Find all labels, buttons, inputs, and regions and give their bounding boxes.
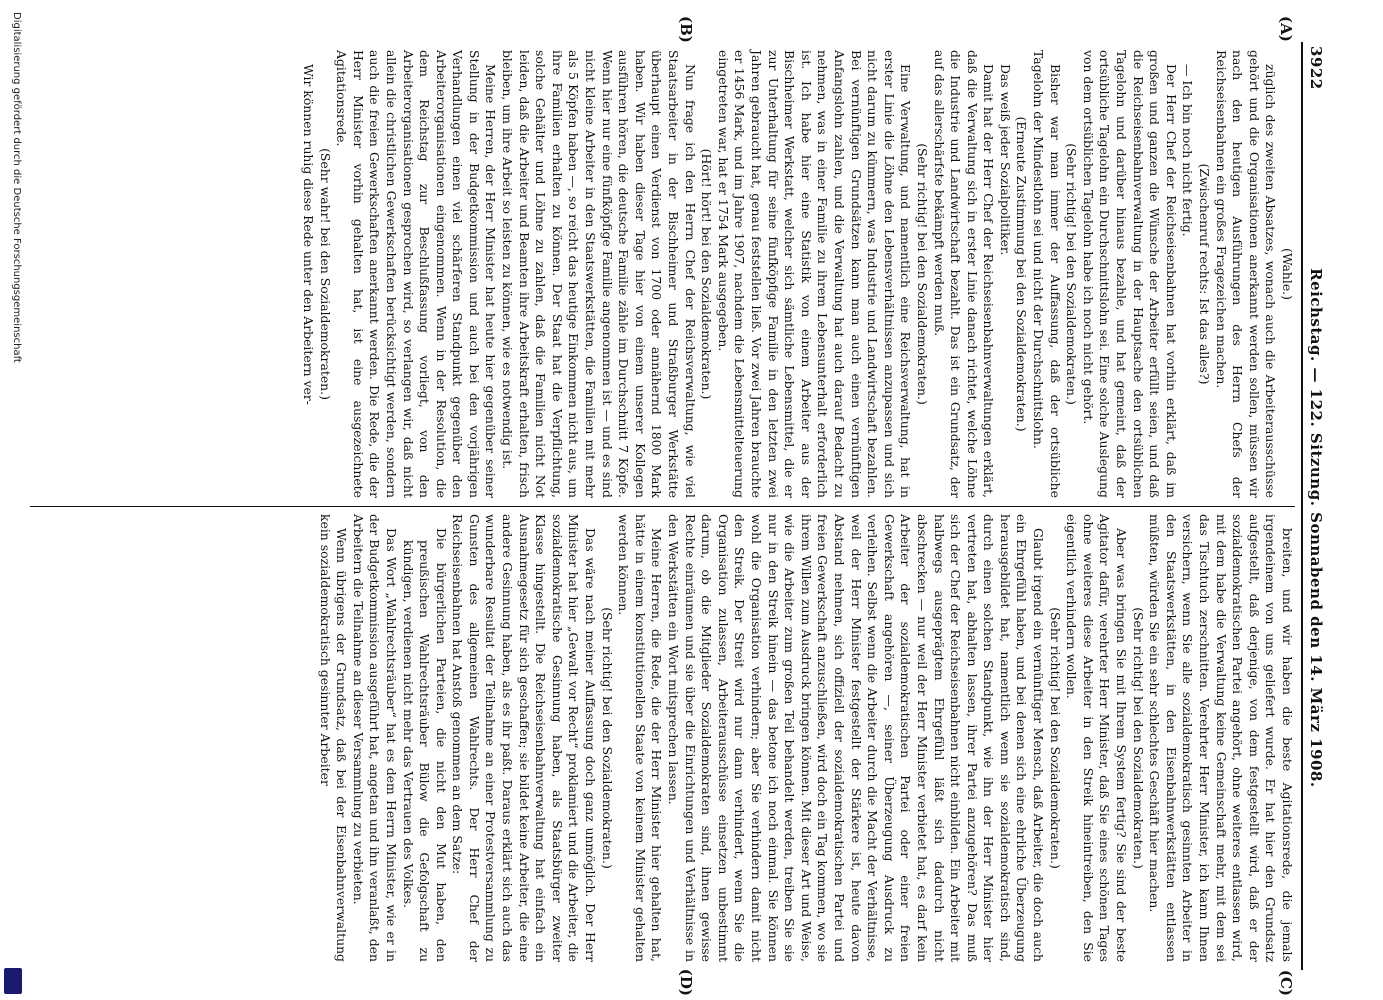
margin-marker-b: (B): [677, 16, 695, 43]
margin-marker-a: (A): [1277, 16, 1295, 42]
interjection: (Hört! hört! bei den Sozialdemokraten.): [699, 148, 715, 400]
interjection: (Sehr wahr! bei den Sozialdemokraten.): [317, 148, 333, 400]
interjection: (Sehr richtig! bei den Sozialdemokraten.): [1130, 607, 1146, 869]
page-title: Reichstag. — 122. Sitzung. Sonnabend den 14. März 1908.: [1307, 268, 1325, 788]
paragraph: Das Wort „Wahlrechtsräuber“ hat es dem Herrn Minister, wie er in der Budgetkommission ausgeführt hat, angetan und ihn veranlaßt, den Arbeitern die Teilnahme an dieser Versammlung zu verbieten.: [350, 514, 399, 962]
paragraph: züglich des zweiten Absatzes, wonach auch die Arbeiterausschüsse gehört und die Organisationen anerkannt werden sollen, müssen wir nach den heutigen Ausführungen des Herrn Chefs der Reichseisenbahnen ein großes Fragezeichen machen.: [1213, 50, 1279, 498]
dfg-logo-icon: [4, 968, 22, 994]
paragraph: Meine Herren, die Rede, die der Herr Minister hier gehalten hat, hätte in einem konstitutionellen Staate von keinem Minister gehalten werden können.: [616, 514, 665, 962]
interjection: (Wahle.): [1280, 248, 1295, 300]
quotation: Die bürgerlichen Parteien, die nicht den Mut haben, den preußischen Wahlrechtsräuber Bülow die Gefolgschaft zu kündigen, verdienen nicht mehr das Vertrauen des Volkes.: [400, 528, 449, 962]
paragraph: Eine Verwaltung, und namentlich eine Reichsverwaltung, hat in erster Linie die Löhne den Lebensverhältnissen anzupassen und sich nicht darum zu kümmern, was Industrie und Landwirtschaft bezahlen. Bei vernünftigen Grundsätzen kann man auch einen vernünftigen Anfangslohn zahlen, und die Verwaltung hat auch darauf Bedacht zu nehmen, was in einer Familie zu ihrem Lebensunterhalt erforderlich ist. Ich habe hier eine Statistik von einem Arbeiter aus der Bischheimer Werkstatt, welcher sich sämtliche Lebensmittel, die er zur Unterhaltung für seine fünfköpfige Familie in den letzten zwei Jahren gebraucht hat, genau feststellen ließ. Vor zwei Jahren brauchte er 1456 Mark, und im Jahre 1907, nachdem die Lebensmittelteuerung eingetreten war, hat er 1754 Mark ausgegeben.: [715, 50, 914, 498]
paragraph: Meine Herren, der Herr Minister hat heute hier gegenüber seiner Stellung in der Budgetkommission und auch bei den vorjährigen Verhandlungen einen viel schärferen Standpunkt gegenüber den Arbeiterorganisationen eingenommen. Wenn in der Resolution, die dem Reichstag zur Beschlußfassung vorliegt, von den Arbeiterorganisationen gesprochen wird, so verlangen wir, daß nicht allein die christlichen Gewerkschaften berücksichtigt werden, sondern auch die freien Gewerkschaften anerkannt werden. Die Rede, die der Herr Minister vorhin gehalten hat, ist eine ausgezeichnete Agitationsrede.: [334, 50, 499, 498]
page-number: 3922: [1307, 46, 1325, 90]
paragraph: Nun frage ich den Herrn Chef der Reichsverwaltung, wie viel Staatsarbeiter in der Bischheimer und Straßburger Werkstätte überhaupt einen Verdienst von 1700 oder annähernd 1800 Mark haben. Wir haben dieser Tage hier von einem unserer Kollegen ausführen hören, die deutsche Familie zähle im Durchschnitt 7 Köpfe. Wenn hier nur eine fünfköpfige Familie angenommen ist — und es sind nicht kleine Arbeiter in den Staatswerkstätten, die Familien mit mehr als 5 Köpfen haben —, so reicht das heutige Einkommen nicht aus, um ihre Familien erhalten zu können. Der Staat hat die Verpflichtung, solche Gehälter und Löhne zu zahlen, daß die Familien nicht Not leiden, daß die Arbeiter und Beamten ihre Arbeitskraft erhalten, frisch bleiben, um ihre Arbeit so leisten zu können, wie es notwendig ist.: [500, 50, 698, 498]
interjection: (Erneute Zustimmung bei den Sozialdemokraten.): [1014, 116, 1030, 432]
paragraph: Damit hat der Herr Chef der Reichseisenbahnverwaltungen erklärt, daß die Verwaltung sich in erster Linie danach richtet, welche Löhne die Industrie und Landwirtschaft bezahlt. Das ist ein Grundsatz, der auf das allerschärfste bekämpft werden muß.: [931, 50, 997, 498]
paragraph: Das wäre nach meiner Auffassung doch ganz unmöglich. Der Herr Minister hat hier „Gewalt vor Recht“ proklamiert und die Arbeiter, die sozialdemokratische Gesinnung haben, als Staatsbürger zweiter Klasse hingestellt. Die Reichseisenbahnverwaltung hat einfach ein Ausnahmegesetz für sich geschaffen; sie bildet keine Arbeiter, die eine andere Gesinnung haben, als es ihr paßt. Daraus erklärt sich auch das wunderbare Resultat der Teilnahme an einer Protestversammlung zu Gunsten des allgemeinen Wahlrechts. Der Herr Chef der Reichseisenbahnen hat Anstoß genommen an dem Satze:: [450, 514, 599, 962]
paragraph: Bisher war man immer der Auffassung, daß der ortsübliche Tagelohn der Mindestlohn sei und nicht der Durchschnittslohn.: [1031, 50, 1063, 498]
paragraph: Aber was bringen Sie mit Ihrem System fertig? Sie sind der beste Agitator dafür, verehrter Herr Minister, daß Sie eines schönen Tages ohne weiteres diese Arbeiter in den Streik hineintreiben, den Sie eigentlich verhindern wollen.: [1064, 514, 1130, 962]
interjection: (Zwischenruf rechts: Ist das alles?): [1197, 163, 1213, 385]
page-header: [1301, 42, 1325, 970]
paragraph: — Ich bin noch nicht fertig.: [1180, 64, 1196, 237]
interjection: (Sehr richtig! bei den Sozialdemokraten.): [1064, 143, 1080, 405]
column-divider: [30, 506, 1295, 507]
text-columns: [30, 16, 1295, 996]
paragraph: breiten, und wir haben die beste Agitationsrede, die jemals irgendeinem von uns geliefert wurde. Er hat hier den Grundsatz aufgestellt, daß derjenige, von dem festgestellt wird, daß er der sozialdemokratischen Partei angehört, ohne weiteres entlassen wird, mit dem habe die Verwaltung keine Gemeinschaft mehr, mit dem sei das Tischtuch zerschnitten. Verehrter Herr Minister, ich kann Ihnen versichern, wenn Sie alle sozialdemokratisch gesinnten Arbeiter in den Staatswerkstätten, in den Eisenbahnwerkstätten entlassen müßten, würden Sie ein sehr schlechtes Geschäft hier machen.: [1147, 514, 1295, 962]
margin-marker-d: (D): [677, 968, 695, 996]
paragraph: Wenn übrigens der Grundsatz, daß bei der Eisenbahnverwaltung kein sozialdemokratisch gesinnter Arbeiter: [317, 514, 350, 962]
margin-marker-c: (C): [1277, 969, 1295, 996]
digitization-credit: [8, 12, 22, 997]
paragraph: Der Herr Chef der Reichseisenbahnen hat vorhin erklärt, daß im großen und ganzen die Wünsche der Arbeiter erfüllt seien, und daß die Reichseisenbahnverwaltung in der Hauptsache den ortsüblichen Tagelohn und darüber hinaus bezahle, und hat gemeint, daß der ortsübliche Tagelohn ein Durchschnittslohn sei. Eine solche Auslegung von dem ortsüblichen Tagelohn habe ich noch nicht gehört.: [1080, 50, 1179, 498]
paragraph: Wir können ruhig diese Rede unter den Arbeitern ver-: [300, 64, 316, 405]
credit-text: Digitalisierung gefördert durch die Deutsche Forschungsgemeinschaft: [11, 12, 22, 363]
paragraph: Glaubt irgend ein vernünftiger Mensch, daß Arbeiter, die doch auch ein Ehrgefühl haben, und bei denen sich eine ehrliche Überzeugung herausgebildet hat, namentlich wenn sie sozialdemokratisch sind, durch einen solchen Standpunkt, wie ihn der Herr Minister hier vertreten hat, abhalten lassen, ihrer Partei anzugehören? Das muß sich der Chef der Reichseisenbahnen nicht einbilden. Ein Arbeiter mit halbwegs ausgeprägtem Ehrgefühl läßt sich dadurch nicht abschrecken — nur weil der Herr Minister verbietet hat, es darf kein Arbeiter der sozialdemokratischen Partei oder einer freien Gewerkschaft angehören —, seiner Überzeugung Ausdruck zu verleihen. Selbst wenn die Arbeiter durch die Macht der Verhältnisse, weil der Herr Minister festgestellt der Stärkere ist, heute davon Abstand nehmen, sich offiziell der sozialdemokratischen Partei und freien Gewerkschaft anzuschließen, wird doch ein Tag kommen, wo sie ihrem Willen zum Ausdruck bringen können. Mit dieser Art und Weise, wie die Arbeiter zum großen Teil behandelt werden, treiben Sie sie nur in den Streik hinein — das betone ich noch einmal. Sie können wohl die Organisation verhindern; aber Sie verhindern damit nicht den Streik. Der Streit wird nur dann verhindert, wenn Sie die Organisation zulassen, Arbeiterausschüsse einsetzen unbestimmt darum, ob die Mitglieder Sozialdemokraten sind, ihnen gewisse Rechte einräumen und sie über die Einrichtungen und Verhältnisse in den Werkstätten ein Wort mitsprechen lassen.: [666, 514, 1047, 962]
interjection: (Sehr richtig! bei den Sozialdemokraten.): [914, 143, 930, 405]
right-column: [30, 506, 1295, 970]
interjection: (Sehr richtig! bei den Sozialdemokraten.): [599, 607, 615, 869]
left-column: [30, 42, 1295, 506]
paragraph: Das weiß jeder Sozialpolitiker.: [997, 64, 1013, 256]
interjection: (Sehr richtig! bei den Sozialdemokraten.): [1047, 607, 1063, 869]
